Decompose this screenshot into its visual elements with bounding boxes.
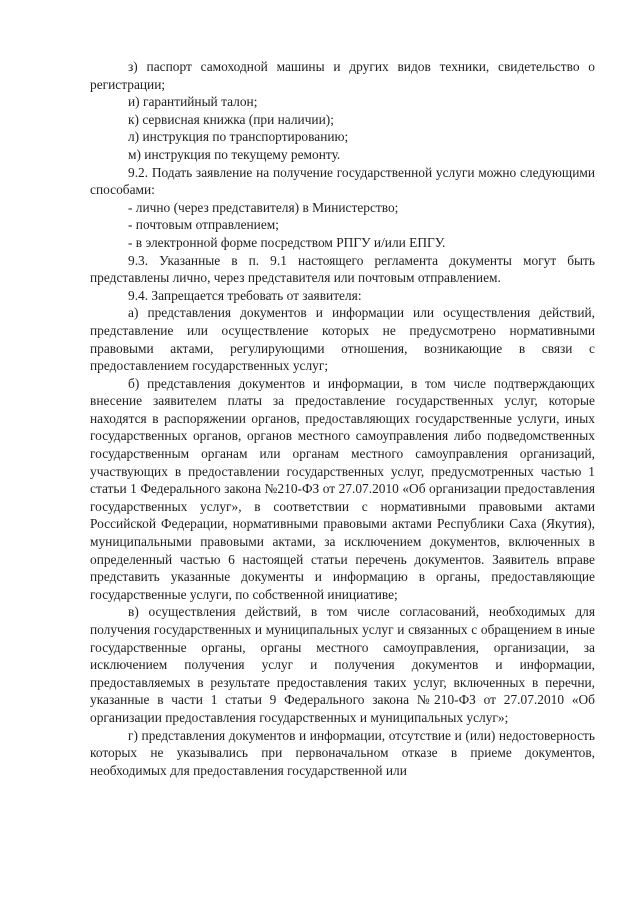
paragraph-v: в) осуществления действий, в том числе согласований, необходимых для получения государственных и муниципальных услуг и связанных с обращением в иные государственные органы, органы местного самоуправления, организации, за исключением получения услуг и получения документов и информации, предоставляемых в результате предоставления таких услуг, включенных в перечни, указанные в части 1 статьи 9 Федерального закона №210-ФЗ от 27.07.2010 «Об организации предоставления государственных и муниципальных услуг»;: [90, 604, 595, 725]
document-page: [90, 58, 595, 779]
list-item-service-book: к) сервисная книжка (при наличии);: [128, 111, 334, 127]
list-item-mail: - почтовым отправлением;: [128, 217, 279, 233]
list-item-repair-instruction: м) инструкция по текущему ремонту.: [128, 146, 341, 162]
list-item-transport-instruction: л) инструкция по транспортированию;: [128, 129, 349, 145]
paragraph-g: г) представления документов и информации, отсутствие и (или) недостоверность которых не указывались при первоначальном отказе в приеме документов, необходимых для предоставления государственной или: [90, 727, 595, 778]
paragraph-9-3: 9.3. Указанные в п. 9.1 настоящего регламента документы могут быть представлены лично, через представителя или почтовым отправлением.: [90, 252, 595, 286]
list-item-in-person: - лично (через представителя) в Министерство;: [128, 199, 399, 215]
paragraph-b: б) представления документов и информации, в том числе подтверждающих внесение заявителем платы за предоставление государственных услуг, которые находятся в распоряжении органов, предоставляющих государственные услуги, иных государственных органов, органов местного самоуправления либо подведомственных государственным органам или органам местного самоуправления организаций, участвующих в предоставлении государственных услуг, предусмотренных частью 1 статьи 1 Федерального закона №210-ФЗ от 27.07.2010 «Об организации предоставления государственных услуг», в соответствии с нормативными правовыми актами Российской Федерации, нормативными правовыми актами Республики Саха (Якутия), муниципальными правовыми актами, за исключением документов, включенных в определенный частью 6 настоящей статьи перечень документов. Заявитель вправе представить указанные документы и информацию в органы, предоставляющие государственные услуги, по собственной инициативе;: [90, 375, 595, 602]
list-item-warranty: и) гарантийный талон;: [128, 94, 258, 110]
paragraph-passport: з) паспорт самоходной машины и других видов техники, свидетельство о регистрации;: [90, 59, 595, 92]
list-item-electronic: - в электронной форме посредством РПГУ и/или ЕПГУ.: [128, 234, 446, 250]
paragraph-9-4: 9.4. Запрещается требовать от заявителя:: [128, 287, 362, 303]
paragraph-9-2: 9.2. Подать заявление на получение государственной услуги можно следующими способами:: [90, 164, 595, 198]
paragraph-a: а) представления документов и информации или осуществления действий, представление или осуществление которых не предусмотрено нормативными правовыми актами, регулирующими отношения, возникающие в связи с предоставлением государственных услуг;: [90, 305, 595, 374]
